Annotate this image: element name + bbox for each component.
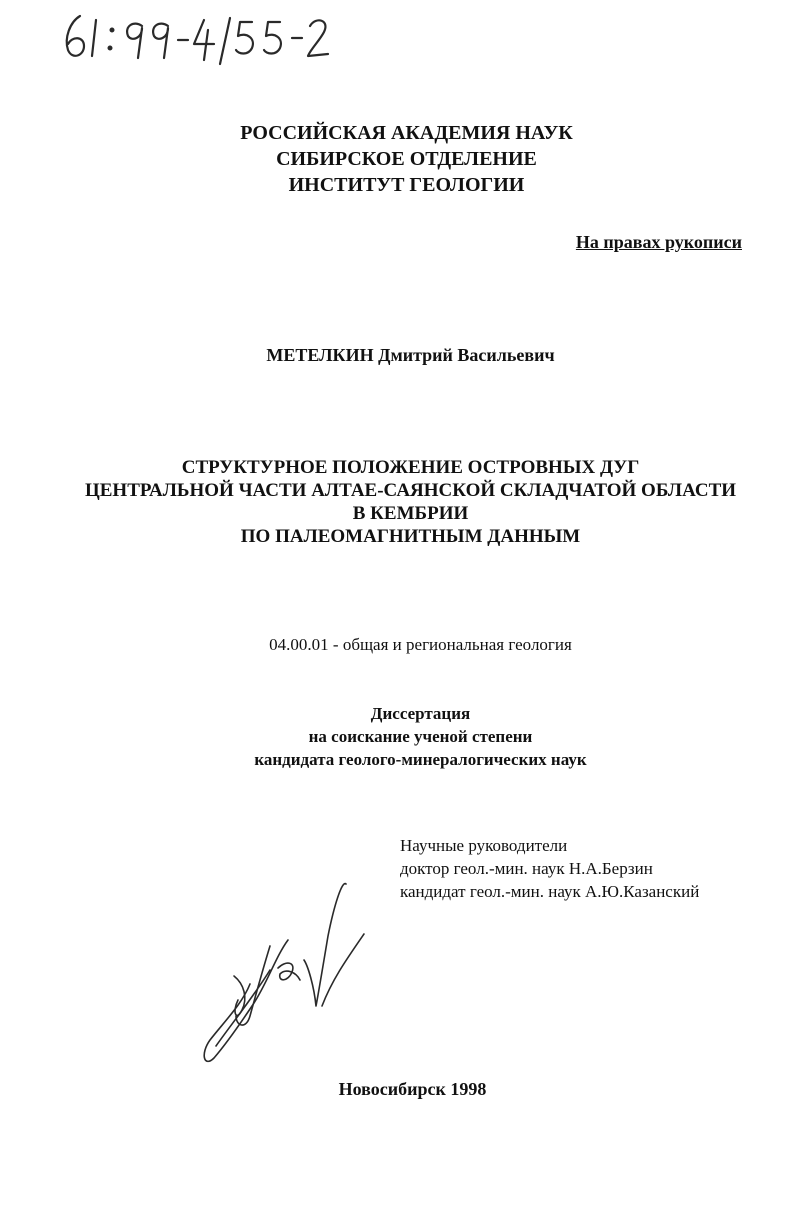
title-line: ПО ПАЛЕОМАГНИТНЫМ ДАННЫМ — [240, 526, 581, 547]
manuscript-rights-note: На правах рукописи — [575, 232, 742, 252]
supervisors-heading: Научные руководители — [400, 836, 568, 855]
institution-header — [10, 120, 793, 198]
specialty-code: 04.00.01 - общая и региональная геология — [269, 635, 572, 654]
degree-field: кандидата геолого-минералогических наук — [254, 750, 587, 769]
title-line: ЦЕНТРАЛЬНОЙ ЧАСТИ АЛТАЕ-САЯНСКОЙ СКЛАДЧАТОЙ ОБЛАСТИ — [84, 480, 737, 501]
title-line: В КЕМБРИИ — [352, 503, 469, 524]
supervisor-2: кандидат геол.-мин. наук А.Ю.Казанский — [400, 882, 700, 901]
handwritten-archive-code — [58, 8, 358, 66]
handwritten-signature — [196, 876, 376, 1076]
dissertation-label: Диссертация — [370, 704, 471, 723]
supervisor-1: доктор геол.-мин. наук Н.А.Берзин — [400, 859, 653, 878]
archive-code-text: 61:99-4/55-2 — [58, 64, 64, 65]
city-and-year: Новосибирск 1998 — [338, 1079, 487, 1099]
institution-institute: ИНСТИТУТ ГЕОЛОГИИ — [288, 174, 525, 196]
title-line: СТРУКТУРНОЕ ПОЛОЖЕНИЕ ОСТРОВНЫХ ДУГ — [181, 457, 640, 478]
supervisors-block — [400, 834, 770, 903]
dissertation-degree — [24, 702, 793, 771]
dissertation-title — [14, 456, 793, 548]
degree-purpose: на соискание ученой степени — [308, 727, 533, 746]
author-name: МЕТЕЛКИН Дмитрий Васильевич — [266, 345, 555, 365]
institution-academy: РОССИЙСКАЯ АКАДЕМИЯ НАУК — [240, 122, 573, 144]
institution-branch: СИБИРСКОЕ ОТДЕЛЕНИЕ — [276, 148, 537, 170]
